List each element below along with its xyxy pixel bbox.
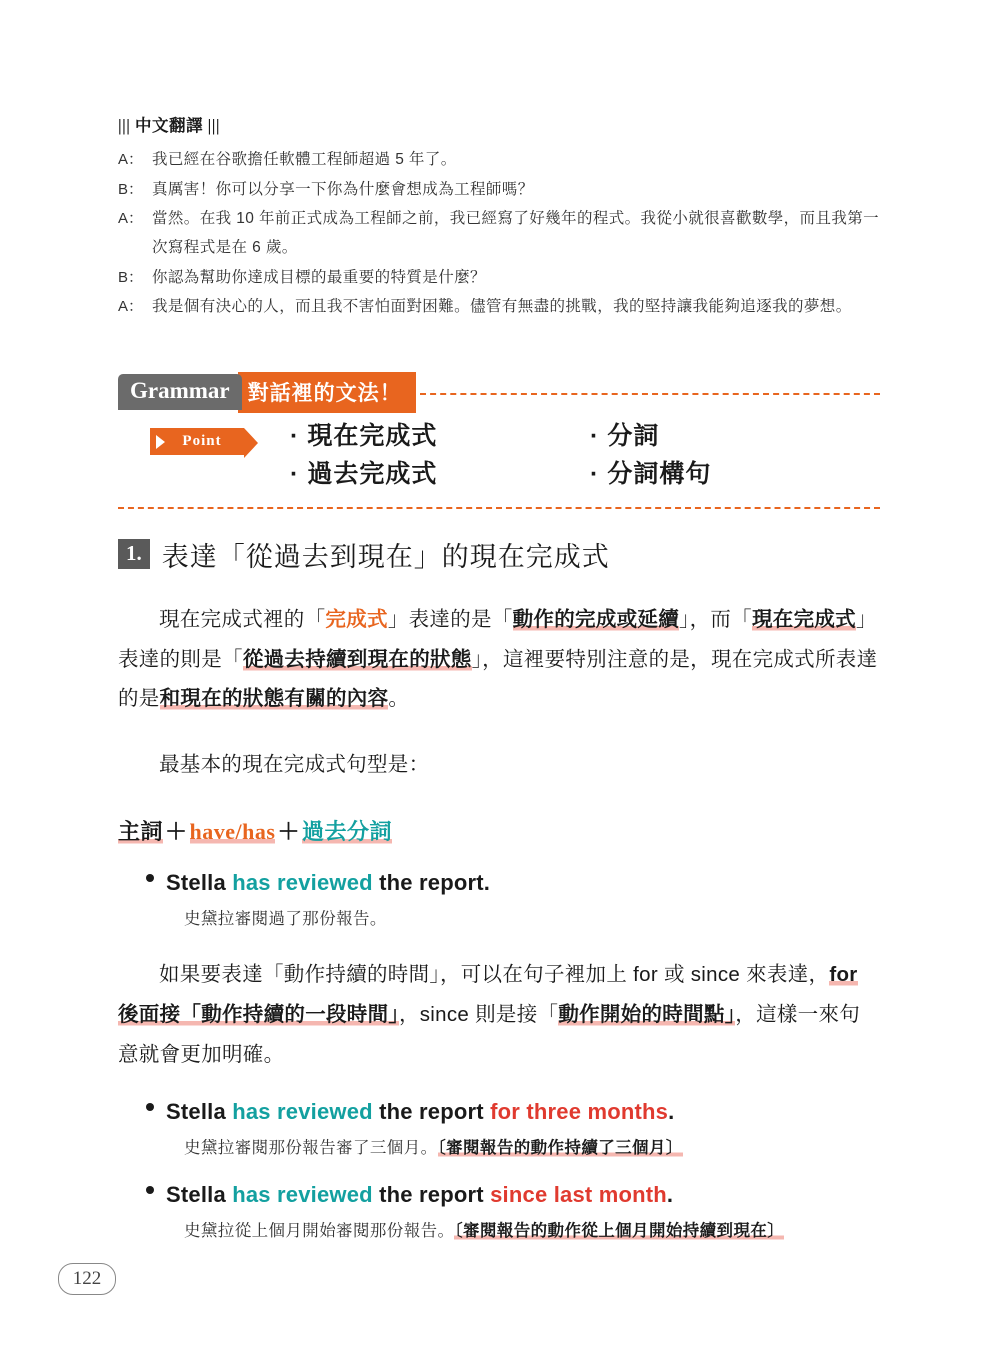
grammar-point: · 現在完成式 xyxy=(290,418,590,454)
text-run: Stella xyxy=(166,870,233,896)
highlight-run: 動作開始的時間點」 xyxy=(558,1003,736,1027)
text-run: 」，這裡要特別注意的是，現在完成式所表達的是 xyxy=(118,647,878,711)
bullet-icon xyxy=(146,1103,154,1111)
section-title: 表達「從過去到現在」的現在完成式 xyxy=(161,541,610,572)
verb-phrase: has reviewed xyxy=(232,1099,373,1125)
formula-part-subject: 主詞 xyxy=(118,819,164,845)
bullet-icon xyxy=(146,1186,154,1194)
point-badge: Point xyxy=(150,428,244,455)
verb-phrase: has reviewed xyxy=(232,1181,373,1207)
example-note: 〔審閱報告的動作從上個月開始持續到現在〕 xyxy=(454,1221,785,1240)
dashed-divider-bottom xyxy=(118,507,880,509)
example-item xyxy=(118,1180,880,1241)
text-run: 史黛拉從上個月開始審閱那份報告。 xyxy=(184,1221,455,1240)
text-run: ，這樣一來句意就會更加明確。 xyxy=(118,1003,861,1067)
example-item xyxy=(118,1097,880,1158)
text-run: . xyxy=(666,1181,674,1207)
grammar-header xyxy=(118,374,880,410)
speaker-label: A： xyxy=(118,151,144,168)
text-run: the report xyxy=(372,1099,491,1125)
section-heading xyxy=(118,535,880,574)
text-run: 史黛拉審閱那份報告審了三個月。 xyxy=(184,1138,438,1157)
bullet-icon xyxy=(146,874,154,882)
text-run: Stella xyxy=(166,1099,233,1125)
translation-heading: ||| 中文翻譯 ||| xyxy=(118,116,221,135)
text-run: 」表達的是「 xyxy=(387,607,513,631)
example-chinese: 史黛拉審閱過了那份報告。 xyxy=(184,910,387,929)
text-run: 」表達的則是「 xyxy=(118,607,877,671)
highlight-run: 完成式 xyxy=(325,607,388,631)
translation-line xyxy=(118,205,880,262)
section-number: 1. xyxy=(118,539,150,569)
text-run: 」，而「 xyxy=(679,607,752,631)
speaker-label: A： xyxy=(118,210,144,228)
text-run: . xyxy=(668,1099,675,1125)
example-english xyxy=(166,868,880,899)
translation-line xyxy=(118,264,880,293)
speaker-label: B： xyxy=(118,268,144,286)
translation-line xyxy=(118,146,880,175)
formula-plus: ＋ xyxy=(277,819,300,845)
text-run: ，since 則是接「 xyxy=(398,1003,559,1027)
formula-plus: ＋ xyxy=(165,819,188,845)
text-run: the report xyxy=(372,1181,491,1207)
highlight-run: 現在完成式 xyxy=(751,607,856,631)
highlight-run: 從過去持續到現在的狀態 xyxy=(242,647,472,671)
page-content xyxy=(118,112,880,1241)
text-run: 現在完成式裡的「 xyxy=(159,607,326,631)
time-phrase: since last month xyxy=(490,1181,667,1207)
highlight-run: 和現在的狀態有關的內容 xyxy=(159,687,389,711)
example-english xyxy=(166,1180,880,1211)
grammar-point: · 分詞 xyxy=(590,418,711,454)
highlight-run: 動作的完成或延續 xyxy=(512,607,680,631)
page-number: 122 xyxy=(58,1263,116,1295)
grammar-points-list xyxy=(290,418,711,493)
grammar-banner xyxy=(118,374,880,509)
example-chinese xyxy=(166,1134,880,1158)
translation-text: 你認為幫助你達成目標的最重要的特質是什麼？ xyxy=(152,268,486,286)
translation-text: 真厲害！你可以分享一下你為什麼會想成為工程師嗎？ xyxy=(152,180,534,198)
translation-section xyxy=(118,112,880,322)
speaker-label: B： xyxy=(118,180,144,198)
translation-line xyxy=(118,293,880,322)
grammar-tag: Grammar xyxy=(118,374,242,410)
grammar-points-row xyxy=(118,418,880,493)
formula-part-participle: 過去分詞 xyxy=(301,819,392,845)
translation-text: 我是個有決心的人，而且我不害怕面對困難。儘管有無盡的挑戰，我的堅持讓我能夠追逐我的夢想。 xyxy=(152,298,852,316)
translation-text: 我已經在谷歌擔任軟體工程師超過 5 年了。 xyxy=(152,151,457,168)
time-phrase: for three months xyxy=(490,1099,669,1125)
paragraph-one xyxy=(118,600,880,720)
example-note: 〔審閱報告的動作持續了三個月〕 xyxy=(437,1138,683,1157)
paragraph-two: 最基本的現在完成式句型是： xyxy=(159,753,430,777)
example-item xyxy=(118,868,880,929)
example-chinese xyxy=(166,1217,880,1241)
grammar-point: · 分詞構句 xyxy=(590,456,711,492)
translation-text: 當然。在我 10 年前正式成為工程師之前，我已經寫了好幾年的程式。我從小就很喜歡數學，而且我第一次寫程式是在 6 歲。 xyxy=(152,210,880,257)
highlight-run: for 後面接「動作持續的一段時間」 xyxy=(118,963,858,1027)
text-run: Stella xyxy=(166,1181,233,1207)
paragraph-three xyxy=(118,955,880,1075)
speaker-label: A： xyxy=(118,298,144,316)
translation-line xyxy=(118,176,880,205)
grammar-point: · 過去完成式 xyxy=(290,456,590,492)
text-run: the report. xyxy=(372,870,491,896)
dashed-divider-top xyxy=(420,393,880,395)
formula-part-have: have/has xyxy=(189,819,276,845)
formula-line xyxy=(118,815,880,846)
grammar-subtitle: 對話裡的文法！ xyxy=(238,372,416,413)
example-english xyxy=(166,1097,880,1128)
verb-phrase: has reviewed xyxy=(232,870,373,896)
text-run: 如果要表達「動作持續的時間」，可以在句子裡加上 for 或 since 來表達， xyxy=(159,963,830,987)
text-run: 。 xyxy=(388,687,410,711)
